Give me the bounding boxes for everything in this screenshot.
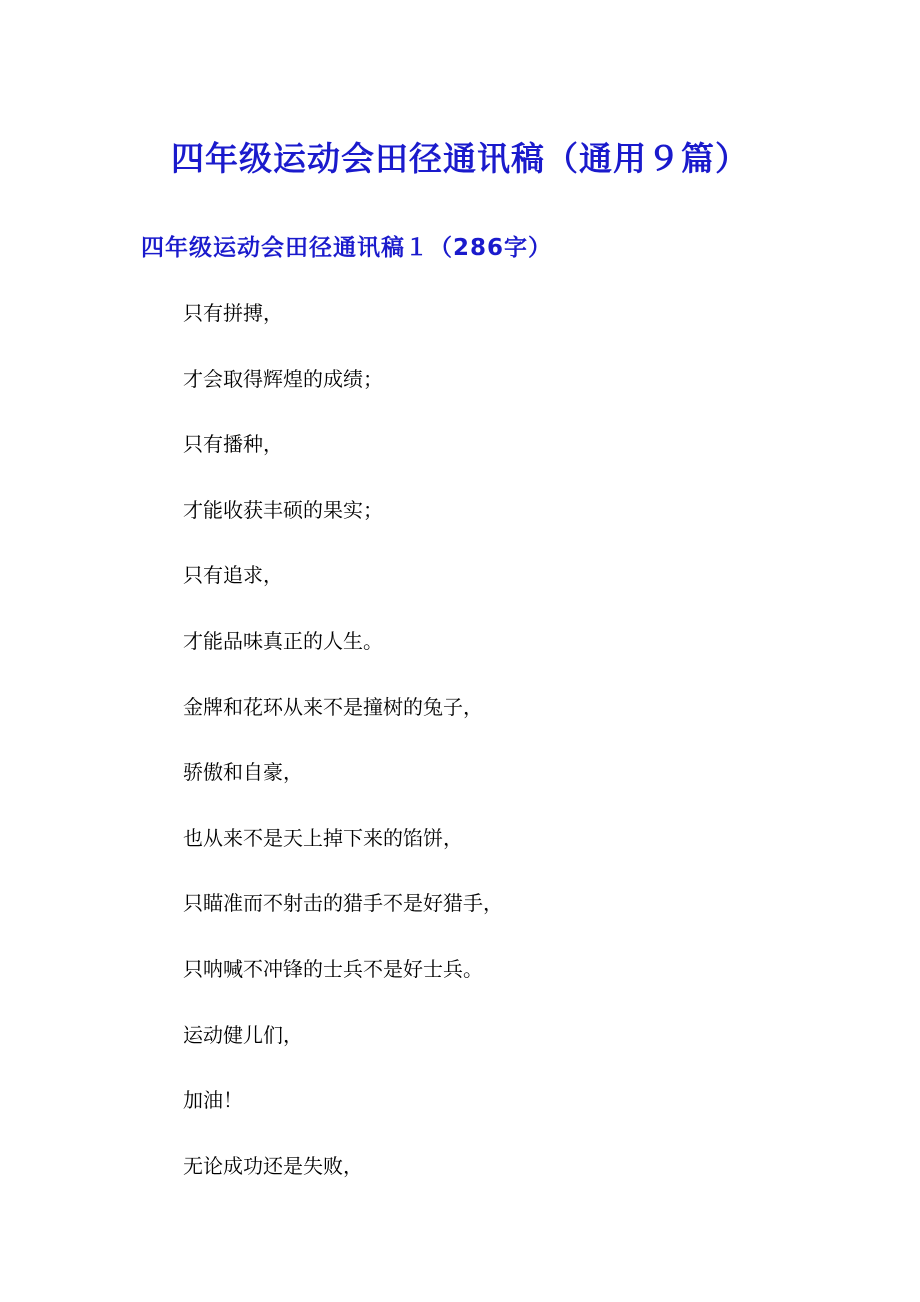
section-body [183, 296, 503, 1214]
document-title: 四年级运动会田径通讯稿（通用９篇） [171, 139, 749, 178]
body-line: 骄傲和自豪， [183, 760, 303, 785]
body-line: 只有拼搏， [183, 301, 283, 325]
body-line: 无论成功还是失败， [183, 1153, 363, 1178]
body-line: 才能品味真正的人生。 [183, 628, 383, 653]
body-line: 只瞄准而不射击的猎手不是好猎手， [183, 891, 503, 916]
body-line: 才会取得辉煌的成绩； [183, 366, 383, 391]
body-line: 只有追求， [183, 563, 283, 588]
body-line: 只有播种， [183, 432, 283, 457]
body-line: 加油！ [183, 1088, 243, 1113]
body-line: 金牌和花环从来不是撞树的兔子， [183, 694, 483, 719]
section-heading: 四年级运动会田径通讯稿１（286字） [141, 235, 553, 261]
body-line: 运动健儿们， [183, 1022, 303, 1047]
body-line: 才能收获丰硕的果实； [183, 497, 383, 522]
body-line: 也从来不是天上掉下来的馅饼， [183, 825, 463, 850]
body-line: 只呐喊不冲锋的士兵不是好士兵。 [183, 956, 483, 981]
